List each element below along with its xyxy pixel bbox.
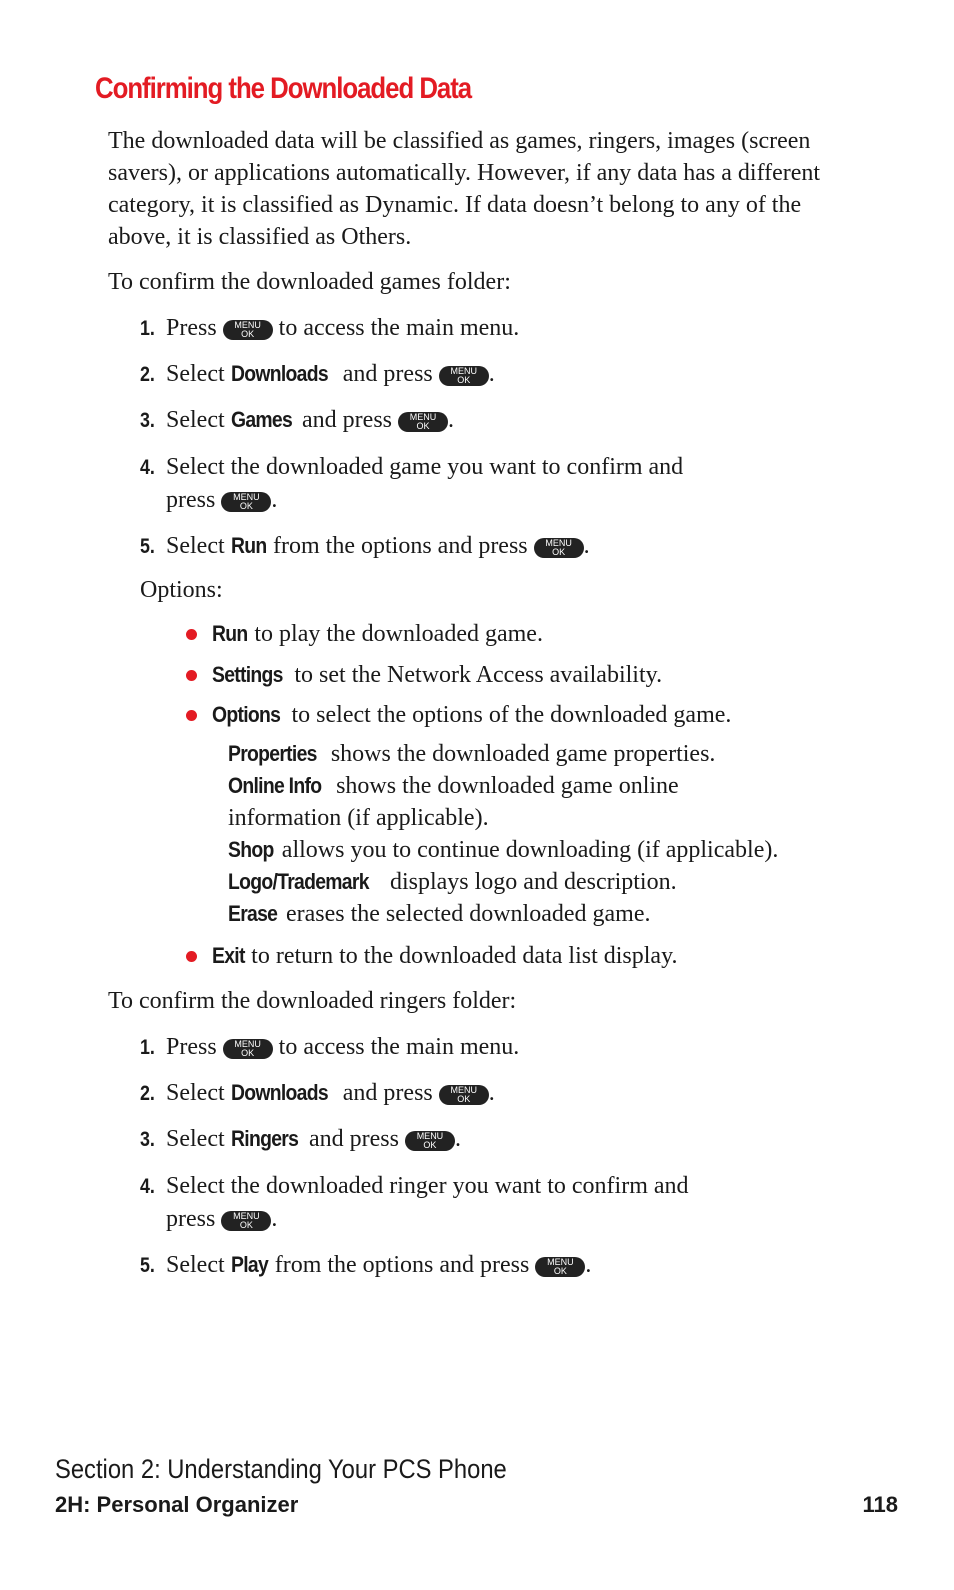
sub-option-keyword: Online Info [228,773,322,798]
step-text: Select [166,533,225,559]
step-text: and press [342,1080,433,1106]
options-label: Options: [140,577,223,603]
menu-ok-key-icon: MENU OK [398,412,448,432]
step-text: and press [302,407,393,433]
step-text: Select [166,361,225,387]
menu-keyword: Ringers [230,1126,298,1151]
bullet-icon [186,710,197,721]
sub-option-text: shows the downloaded game online [336,773,679,799]
step-text: to access the main menu. [278,1034,520,1060]
ringers-step-2 [140,1077,495,1110]
games-step-1 [140,312,519,345]
games-heading: To confirm the downloaded games folder: [108,269,511,295]
intro-paragraph: The downloaded data will be classified as games, ringers, images (screen savers), or applications automatically. However, if any data has a different category, it is classified as Dynamic. If data doesn’t belong to any of the above, it is classified as Others. [108,128,821,250]
step-number: 5. [140,535,155,558]
bullet-icon [186,670,197,681]
sub-option-keyword: Logo/Trademark [228,869,369,894]
menu-keyword: Play [230,1252,268,1277]
page-number: 118 [862,1492,898,1517]
step-number: 3. [140,1128,155,1151]
page-title: Confirming the Downloaded Data [95,72,472,105]
sub-option-text: displays logo and description. [389,869,677,895]
menu-ok-key-icon: MENU OK [535,1257,585,1277]
menu-keyword: Run [230,533,267,558]
step-text: Select [166,1080,225,1106]
option-text: to play the downloaded game. [254,621,543,647]
step-text: Select [166,1126,225,1152]
option-exit [186,940,678,972]
footer-section: Section 2: Understanding Your PCS Phone [55,1454,507,1484]
bullet-icon [186,629,197,640]
sub-option-text: shows the downloaded game properties. [330,741,716,767]
step-text: and press [308,1126,399,1152]
step-number: 3. [140,409,155,432]
sub-option-keyword: Erase [228,901,278,926]
step-text: . [454,1126,461,1152]
step-text: . [488,1080,495,1106]
bullet-icon [186,951,197,962]
ringers-step-3 [140,1123,461,1156]
option-text: to return to the downloaded data list display. [251,943,678,969]
games-step-4 [140,451,683,516]
step-text: . [488,361,495,387]
step-text: . [448,407,455,433]
option-keyword: Options [212,702,281,727]
menu-ok-key-icon: MENU OK [223,1039,273,1059]
option-keyword: Run [212,621,248,646]
step-text: press [166,487,216,513]
sub-options [228,738,858,930]
sub-option-keyword: Properties [228,741,317,766]
step-number: 2. [140,1082,155,1105]
menu-ok-key-icon: MENU OK [405,1131,455,1151]
step-text: . [271,1206,278,1232]
option-keyword: Settings [212,662,283,687]
option-text: to select the options of the downloaded game. [291,702,732,728]
option-keyword: Exit [212,943,245,968]
games-step-5 [140,530,590,563]
step-text: Select the downloaded game you want to confirm and [166,454,684,480]
option-run [186,618,543,650]
sub-option-shop [228,834,858,866]
step-text: Select the downloaded ringer you want to confirm and [166,1173,689,1199]
menu-ok-key-icon: MENU OK [534,538,584,558]
menu-ok-key-icon: MENU OK [439,1085,489,1105]
menu-ok-key-icon: MENU OK [439,366,489,386]
step-text: and press [342,361,433,387]
step-text: from the options and press [273,533,528,559]
step-text: . [271,487,278,513]
sub-option-logo-trademark [228,866,858,898]
sub-option-online-info [228,770,858,802]
step-text: press [166,1206,216,1232]
step-text: Press [166,315,217,341]
step-text: Press [166,1034,217,1060]
ringers-step-5 [140,1249,591,1282]
step-text: from the options and press [274,1252,530,1278]
games-step-3 [140,404,454,437]
footer-chapter: 2H: Personal Organizer [55,1492,299,1517]
sub-option-keyword: Shop [228,837,274,862]
sub-option-erase [228,898,858,930]
menu-ok-key-icon: MENU OK [221,1211,271,1231]
sub-option-text: allows you to continue downloading (if applicable). [281,837,779,863]
step-number: 2. [140,363,155,386]
ringers-step-4 [140,1170,689,1235]
games-step-2 [140,358,495,391]
step-number: 1. [140,1036,155,1059]
menu-keyword: Downloads [230,361,328,386]
step-number: 1. [140,317,155,340]
sub-option-properties [228,738,858,770]
sub-option-text: erases the selected downloaded game. [285,901,651,927]
sub-option-online-info-cont: information (if applicable). [228,805,489,831]
menu-keyword: Games [230,407,292,432]
option-options [186,699,731,731]
option-settings [186,659,662,691]
step-number: 4. [140,456,155,479]
step-number: 4. [140,1175,155,1198]
step-text: . [585,1252,592,1278]
step-text: Select [166,1252,225,1278]
option-text: to set the Network Access availability. [294,662,663,688]
ringers-heading: To confirm the downloaded ringers folder: [108,988,517,1014]
step-text: . [583,533,590,559]
ringers-step-1 [140,1031,519,1064]
step-text: to access the main menu. [278,315,520,341]
step-number: 5. [140,1254,155,1277]
menu-keyword: Downloads [230,1080,328,1105]
step-text: Select [166,407,225,433]
menu-ok-key-icon: MENU OK [223,320,273,340]
menu-ok-key-icon: MENU OK [221,492,271,512]
